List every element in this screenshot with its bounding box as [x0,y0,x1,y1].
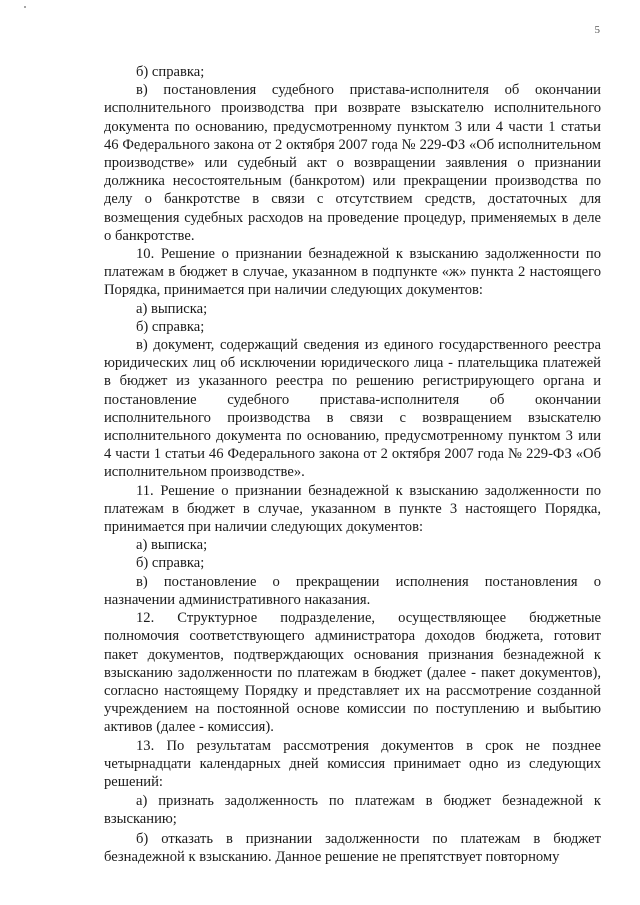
scan-speck [24,6,26,8]
paragraph-10v: в) документ, содержащий сведения из единого государственного реестра юридических лиц об исключении юридического лица - плательщика платежей в бюджет из указанного реестра по решению регистрирующего органа и постановление судебного пристава-исполнителя об окончании исполнительного производства в связи с возвращением взыскателю исполнительного документа по основанию, предусмотренному пунктом 3 или 4 части 1 статьи 46 Федерального закона от 2 октября 2007 года № 229-ФЗ «Об исполнительном производстве». [104,337,601,481]
paragraph-9v: в) постановления судебного пристава-исполнителя об окончании исполнительного производства при возврате взыскателю исполнительного документа по основанию, предусмотренному пунктом 3 или 4 части 1 статьи 46 Федерального закона от 2 октября 2007 года № 229-ФЗ «Об исполнительном производстве» или судебный акт о возвращении заявления о признании должника несостоятельным (банкротом) или прекращении производства по делу о банкротстве в связи с отсутствием средств, достаточных для возмещения судебных расходов на проведение процедур, применяемых в деле о банкротстве. [104,82,601,244]
paragraph-10: 10. Решение о признании безнадежной к взысканию задолженности по платежам в бюджет в случае, указанном в подпункте «ж» пункта 2 настоящего Порядка, принимается при наличии следующих документов: [104,246,601,299]
paragraph-13b: б) отказать в признании задолженности по платежам в бюджет безнадежной к взысканию. Данное решение не препятствует повторному [104,830,601,865]
paragraph-11b: б) справка; [136,555,205,572]
paragraph-13a: а) признать задолженность по платежам в бюджет безнадежной к взысканию; [104,793,601,828]
paragraph-13: 13. По результатам рассмотрения документов в срок не позднее четырнадцати календарных дней комиссия принимает одно из следующих решений: [104,737,601,790]
paragraph-9b: б) справка; [136,64,205,80]
paragraph-11a: а) выписка; [136,537,208,554]
paragraph-10b: б) справка; [136,318,205,335]
paragraph-11v: в) постановление о прекращении исполнения постановления о назначении административного наказания. [104,573,601,608]
paragraph-12: 12. Структурное подразделение, осуществляющее бюджетные полномочия соответствующего администратора доходов бюджета, готовит пакет документов, подтверждающих основания признания безнадежной к взысканию задолженности по платежам в бюджет (далее - пакет документов), согласно настоящему Порядку и представляет их на рассмотрение созданной учреждением на постоянной основе комиссии по поступлению и выбытию активов (далее - комиссия). [104,610,601,736]
paragraph-11: 11. Решение о признании безнадежной к взысканию задолженности по платежам в бюджет в случае, указанном в пункте 3 настоящего Порядка, принимается при наличии следующих документов: [104,482,601,536]
paragraph-10a: а) выписка; [136,300,208,317]
document-body [104,63,601,866]
page-number: 5 [594,24,600,36]
